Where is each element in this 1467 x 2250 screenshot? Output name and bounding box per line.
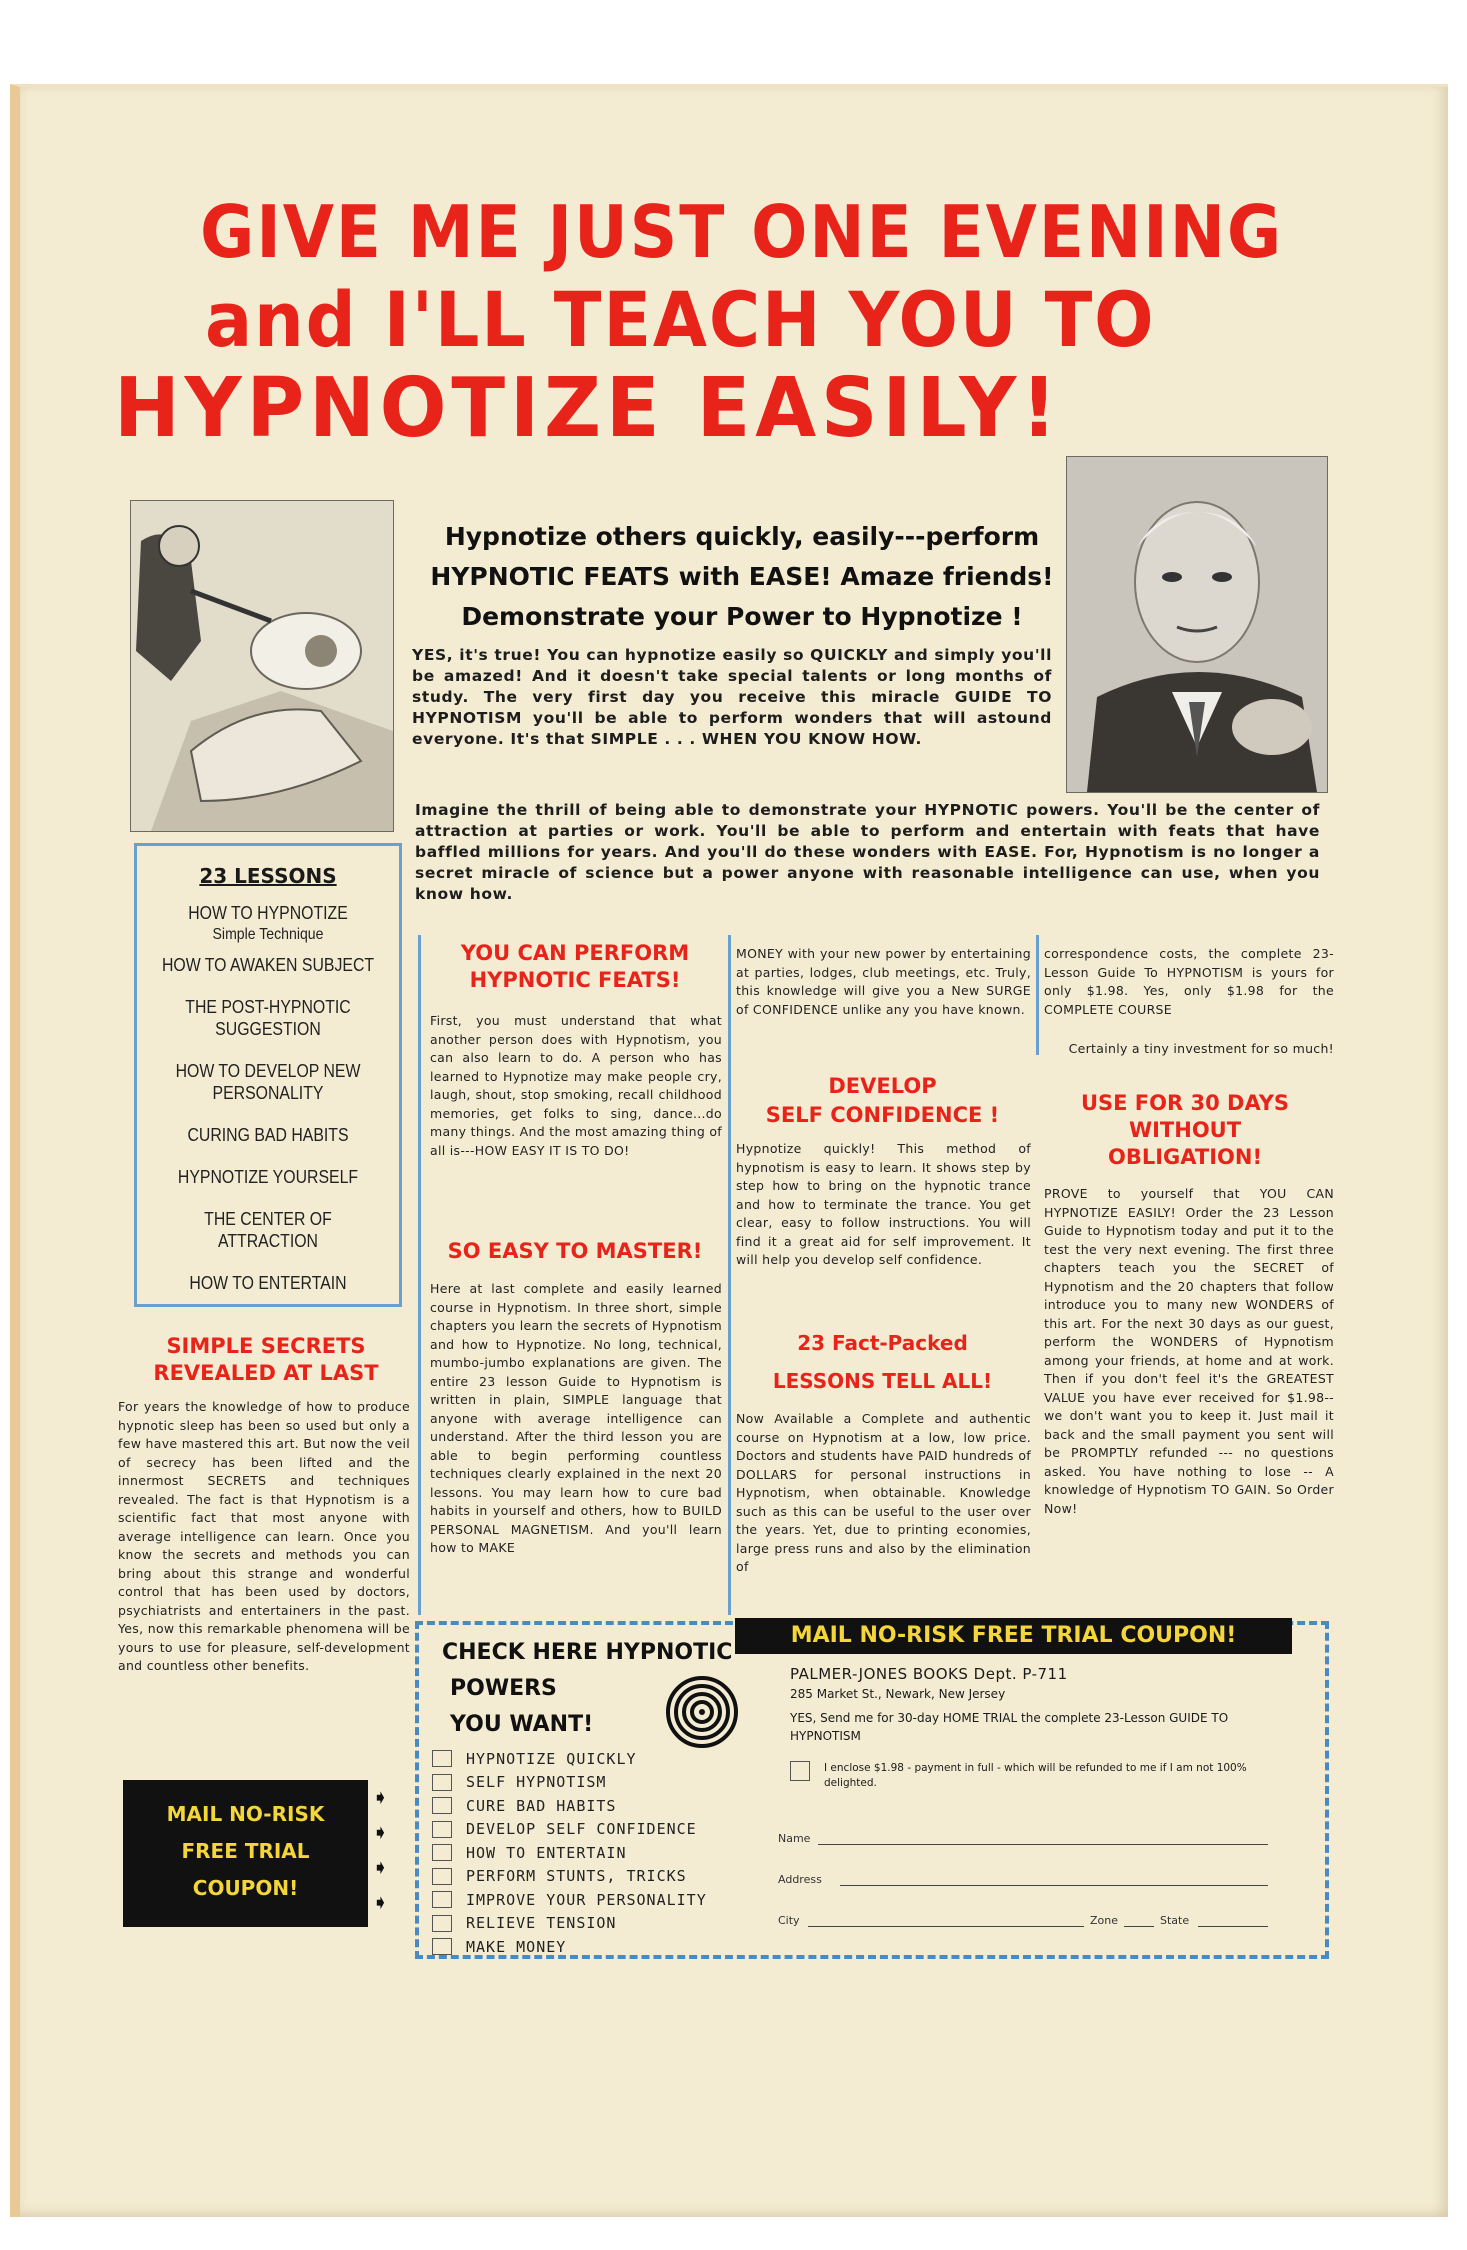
headline-line1: GIVE ME JUST ONE EVENING: [200, 190, 1284, 274]
lessons-box: [134, 843, 402, 1307]
company-name: PALMER-JONES BOOKS Dept. P-711: [790, 1665, 1068, 1683]
address-fields: [778, 1822, 1268, 1927]
option-make-money[interactable]: MAKE MONEY: [432, 1935, 772, 1959]
check-heading3: YOU WANT!: [450, 1712, 594, 1737]
col2-text2: Here at last complete and easily learned course in Hypnotism. In three short, simple chapters you learn the secrets of Hypnotism and how to Hypnotize. No long, technical, mumbo-jumbo explanations are given. The entire 23 lesson Guide to Hypnotism is written in plain, SIMPLE language that anyone with average intelligence can understand. After the third lesson you are able to begin performing countless techniques clearly explained in the next 20 lessons. You may learn how to cure bad habits in yourself and others, how to BUILD PERSONAL MAGNETISM. And you'll learn how to MAKE: [430, 1281, 722, 1555]
lesson-item: CURING BAD HABITS: [187, 1125, 349, 1145]
enclose-checkbox[interactable]: [790, 1761, 810, 1781]
mail-no-risk-box: [123, 1780, 368, 1927]
mail-box-line2: FREE TRIAL: [181, 1839, 310, 1863]
option-self-hypnotism[interactable]: SELF HYPNOTISM: [432, 1771, 772, 1795]
option-improve-personality[interactable]: IMPROVE YOUR PERSONALITY: [432, 1888, 772, 1912]
checkbox[interactable]: [432, 1891, 452, 1908]
lesson-item: ATTRACTION: [217, 1231, 319, 1251]
col3-text3: Now Available a Complete and authentic course on Hypnotism at a low, low price. Doctors and students have PAID hundreds of DOLLARS for personal instructions in Hypnotism, when obtainable. Knowledge such as this can be useful to the user over the years. Yet, due to printing economies, large press runs and also by the elimination of: [736, 1411, 1031, 1574]
checkbox[interactable]: [432, 1844, 452, 1861]
power-options: [432, 1747, 772, 1959]
secrets-heading1: SIMPLE SECRETS: [166, 1334, 366, 1358]
col2-heading1: YOU CAN PERFORM: [460, 941, 690, 965]
imagine-paragraph: Imagine the thrill of being able to demonstrate your HYPNOTIC powers. You'll be the center of attraction at parties or work. You'll be able to perform and entertain with feats that have baffled millions for years. And you'll do these wonders with EASE. For, Hypnotism is no longer a secret miracle of science but a power anyone with reasonable intelligence can use, when you know how.: [415, 801, 1320, 903]
checkbox[interactable]: [432, 1797, 452, 1814]
arrow-icon: ➧: [372, 1857, 389, 1879]
col3-text2: Hypnotize quickly! This method of hypnotism is easy to learn. It shows step by step how to bring on the hypnotic trance and how to terminate the trance. You get clear, easy to follow instructions. You will find it a great aid for self improvement. It will help you develop self confidence.: [736, 1141, 1031, 1267]
address-label: Address: [778, 1873, 822, 1886]
order-form: [790, 1665, 1310, 1791]
column-rule: [1036, 935, 1039, 1055]
col3-heading1: DEVELOP: [828, 1074, 937, 1098]
hypnotic-spiral-icon: [665, 1675, 739, 1754]
option-perform-stunts[interactable]: PERFORM STUNTS, TRICKS: [432, 1865, 772, 1889]
option-how-to-entertain[interactable]: HOW TO ENTERTAIN: [432, 1841, 772, 1865]
intro-paragraph: YES, it's true! You can hypnotize easily so QUICKLY and simply you'll be amazed! And it doesn't take special talents or long months of study. The very first day you receive this miracle GUIDE TO HYPNOTISM you'll be able to perform wonders that will astound everyone. It's that SIMPLE . . . WHEN YOU KNOW HOW.: [412, 646, 1052, 748]
lesson-item: HOW TO DEVELOP NEW: [175, 1061, 361, 1081]
subhead-line3: Demonstrate your Power to Hypnotize !: [461, 602, 1023, 631]
subhead-line1: Hypnotize others quickly, easily---perform: [444, 522, 1040, 551]
lesson-item: HYPNOTIZE YOURSELF: [177, 1167, 359, 1187]
company-address: 285 Market St., Newark, New Jersey: [790, 1687, 1006, 1701]
order-text: YES, Send me for 30-day HOME TRIAL the complete 23-Lesson GUIDE TO HYPNOTISM: [790, 1711, 1229, 1743]
zone-field[interactable]: [1124, 1904, 1154, 1927]
col3-heading3: 23 Fact-Packed: [797, 1331, 968, 1355]
checkbox[interactable]: [432, 1750, 452, 1767]
lesson-item: SUGGESTION: [215, 1019, 321, 1039]
name-label: Name: [778, 1832, 811, 1845]
author-photo: [1066, 456, 1328, 793]
checkbox[interactable]: [432, 1821, 452, 1838]
secrets-heading2: REVEALED AT LAST: [153, 1361, 379, 1385]
city-label: City: [778, 1914, 800, 1927]
zone-label: Zone: [1090, 1914, 1119, 1927]
col4-heading2: WITHOUT: [1128, 1118, 1242, 1142]
col4-heading3: OBLIGATION!: [1107, 1145, 1263, 1169]
option-develop-self-confidence[interactable]: DEVELOP SELF CONFIDENCE: [432, 1818, 772, 1842]
subhead-line2: HYPNOTIC FEATS with EASE! Amaze friends!: [430, 562, 1054, 591]
col4-heading1: USE FOR 30 DAYS: [1080, 1091, 1290, 1115]
checkbox[interactable]: [432, 1938, 452, 1955]
lessons-title: 23 LESSONS: [199, 864, 337, 888]
option-relieve-tension[interactable]: RELIEVE TENSION: [432, 1912, 772, 1936]
arrow-icon: ➧: [372, 1822, 389, 1844]
col4-text1: correspondence costs, the complete 23-Lesson Guide To HYPNOTISM is yours for only $1.98. Yes, only $1.98 for the COMPLETE COURSE: [1044, 946, 1334, 1017]
mail-box-line1: MAIL NO-RISK: [166, 1802, 325, 1826]
col2-heading3: SO EASY TO MASTER!: [447, 1239, 703, 1263]
headline-line2: and I'LL TEACH YOU TO: [205, 275, 1156, 364]
state-field[interactable]: [1198, 1904, 1268, 1927]
coupon-banner: MAIL NO-RISK FREE TRIAL COUPON!: [735, 1618, 1292, 1654]
enclose-text: I enclose $1.98 - payment in full - which will be refunded to me if I am not 100% delighted.: [824, 1762, 1247, 1789]
lesson-item: PERSONALITY: [212, 1083, 324, 1103]
city-field[interactable]: [808, 1904, 1084, 1927]
secrets-text: For years the knowledge of how to produce hypnotic sleep has been so used but only a few have mastered this art. But now the veil of secrecy has been lifted and the innermost SECRETS and techniques revealed. The fact is that Hypnotism is a scientific fact that most anyone with average intelligence can learn. Once you know the secrets and methods you can bring about this strange and wonderful control that has been used by doctors, psychiatrists and entertainers in the past. Yes, now this remarkable phenomena will be yours to use for pleasure, self-development and countless other benefits.: [118, 1399, 410, 1673]
option-hypnotize-quickly[interactable]: HYPNOTIZE QUICKLY: [432, 1747, 772, 1771]
lesson-item: Simple Technique: [212, 926, 324, 943]
column-rule: [418, 935, 421, 1615]
state-label: State: [1160, 1914, 1190, 1927]
hypnotist-illustration: [130, 500, 394, 832]
hypnotist-drawing-icon: [131, 501, 393, 831]
option-cure-bad-habits[interactable]: CURE BAD HABITS: [432, 1794, 772, 1818]
column-rule: [728, 935, 731, 1615]
col3-text1: MONEY with your new power by entertaining at parties, lodges, club meetings, etc. Truly, this knowledge will give you a New SURGE of CONFIDENCE unlike any you have known.: [736, 946, 1031, 1017]
check-heading2: POWERS: [450, 1676, 557, 1701]
headline-line3: HYPNOTIZE EASILY!: [114, 361, 1062, 456]
lesson-item: HOW TO HYPNOTIZE: [188, 903, 348, 923]
col3-heading4: LESSONS TELL ALL!: [772, 1369, 993, 1393]
checkbox[interactable]: [432, 1915, 452, 1932]
lesson-item: THE CENTER OF: [204, 1209, 332, 1229]
checkbox[interactable]: [432, 1774, 452, 1791]
col3-heading2: SELF CONFIDENCE !: [765, 1103, 1000, 1127]
col2-text1: First, you must understand that what another person does with Hypnotism, you can also learn to do. A person who has learned to Hypnotize may make people cry, laugh, shout, stop smoking, recall childhood memories, get folks to sing, dance...do many things. And the most amazing thing of all is---HOW EASY IT IS TO DO!: [430, 1013, 722, 1158]
col2-heading2: HYPNOTIC FEATS!: [469, 968, 681, 992]
checkbox[interactable]: [432, 1868, 452, 1885]
mail-box-line3: COUPON!: [192, 1876, 299, 1900]
col4-text2: PROVE to yourself that YOU CAN HYPNOTIZE EASILY! Order the 23 Lesson Guide to Hypnotism today and put it to the test the very next evening. The first three chapters teach you the SECRET of Hypnotism and the 20 chapters that follow introduce you to many new WONDERS of this art. For the next 30 days as our guest, perform the WONDERS of Hypnotism among your friends, at home and at work. Then if you don't feel it's the GREATEST VALUE you have ever received for $1.98--we don't want you to keep it. Just mail it back and the small payment you sent will be PROMPTLY refunded --- no questions asked. You have nothing to lose -- A knowledge of Hypnotism TO GAIN. So Order Now!: [1044, 1186, 1334, 1516]
lesson-item: THE POST-HYPNOTIC: [185, 997, 351, 1017]
lesson-item: HOW TO AWAKEN SUBJECT: [161, 955, 375, 975]
lesson-item: HOW TO ENTERTAIN: [189, 1273, 347, 1293]
address-field[interactable]: [840, 1863, 1268, 1886]
arrow-icon: ➧: [372, 1892, 389, 1914]
name-field[interactable]: [818, 1822, 1268, 1845]
arrow-icon: ➧: [372, 1787, 389, 1809]
col4-text1b: Certainly a tiny investment for so much!: [1068, 1041, 1334, 1056]
check-heading1: CHECK HERE HYPNOTIC: [442, 1640, 733, 1665]
man-portrait-icon: [1067, 457, 1327, 792]
enclose-row: [790, 1761, 1310, 1791]
